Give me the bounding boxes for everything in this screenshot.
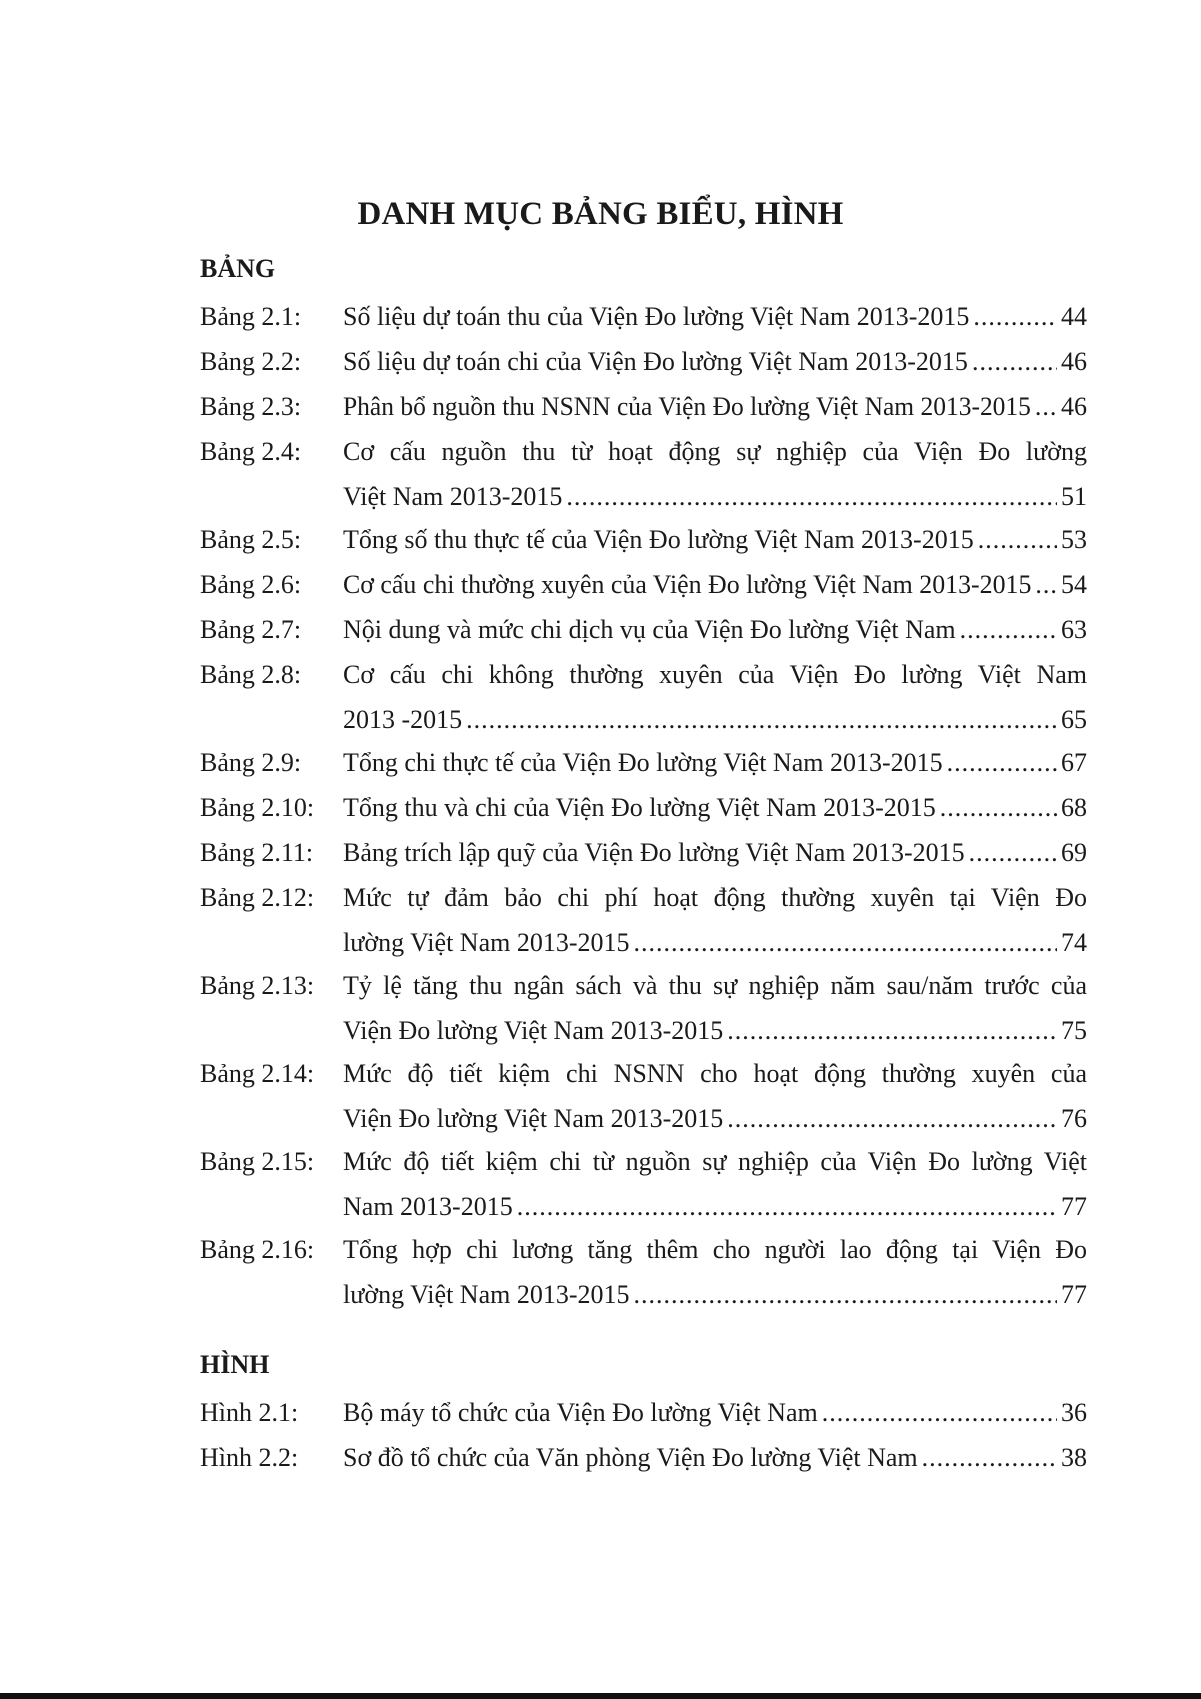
figure-title [343, 1390, 1087, 1435]
table-page-number: 74 [1061, 928, 1087, 957]
dot-leader [922, 1435, 1057, 1480]
table-title-line [343, 294, 1087, 339]
table-title-line [343, 875, 1087, 920]
table-title-text: Số liệu dự toán thu của Viện Đo lường Việt Nam 2013-2015 [343, 302, 970, 331]
table-title-line [343, 1051, 1087, 1096]
dot-leader [973, 294, 1057, 339]
table-title [343, 1227, 1087, 1317]
table-page-number: 65 [1061, 705, 1087, 734]
table-entry [200, 830, 1087, 875]
figure-title-text: Bộ máy tổ chức của Viện Đo lường Việt Nam [343, 1398, 818, 1427]
table-page-number: 69 [1061, 838, 1087, 867]
figure-page-number: 38 [1061, 1443, 1087, 1472]
table-title-text: Số liệu dự toán chi của Viện Đo lường Việt Nam 2013-2015 [343, 347, 968, 376]
dot-leader [1035, 384, 1057, 429]
table-title-text: 2013 -2015 [343, 705, 463, 734]
table-title [343, 517, 1087, 562]
dot-leader [634, 920, 1058, 965]
dot-leader [972, 339, 1057, 384]
table-label: Bảng 2.3: [200, 392, 302, 421]
table-page-number: 53 [1061, 525, 1087, 554]
table-title-text: Việt Nam 2013-2015 [343, 482, 563, 511]
table-label: Bảng 2.7: [200, 615, 302, 644]
table-title [343, 830, 1087, 875]
table-label: Bảng 2.8: [200, 660, 302, 689]
table-title-line [343, 652, 1087, 697]
table-entry [200, 1051, 1087, 1141]
table-label: Bảng 2.16: [200, 1235, 315, 1264]
figure-title [343, 1435, 1087, 1480]
table-title [343, 963, 1087, 1053]
table-title-text: Nội dung và mức chi dịch vụ của Viện Đo lường Việt Nam [343, 615, 956, 644]
table-entry [200, 429, 1087, 519]
figure-title-text: Sơ đồ tổ chức của Văn phòng Viện Đo lường Việt Nam [343, 1443, 918, 1472]
table-title-line [343, 740, 1087, 785]
table-title-line [343, 785, 1087, 830]
dot-leader [947, 740, 1057, 785]
table-title [343, 1051, 1087, 1141]
table-label: Bảng 2.4: [200, 437, 302, 466]
table-label: Bảng 2.5: [200, 525, 302, 554]
table-title-text: Viện Đo lường Việt Nam 2013-2015 [343, 1016, 724, 1045]
table-title [343, 607, 1087, 652]
table-title-text: Bảng trích lập quỹ của Viện Đo lường Việt Nam 2013-2015 [343, 838, 965, 867]
table-page-number: 76 [1061, 1104, 1087, 1133]
table-title [343, 429, 1087, 519]
table-entry [200, 740, 1087, 785]
table-title-line [343, 1139, 1087, 1184]
table-title-text: Tổng chi thực tế của Viện Đo lường Việt Nam 2013-2015 [343, 748, 943, 777]
table-label: Bảng 2.12: [200, 883, 315, 912]
table-title-line [343, 429, 1087, 474]
figure-title-line [343, 1435, 1087, 1480]
table-entry [200, 339, 1087, 384]
table-title-line [343, 384, 1087, 429]
table-label: Bảng 2.15: [200, 1147, 315, 1176]
table-title [343, 562, 1087, 607]
table-title-line [343, 1008, 1087, 1053]
tables-heading: BẢNG [200, 254, 276, 283]
dot-leader [978, 517, 1057, 562]
dot-leader [727, 1008, 1057, 1053]
table-title [343, 652, 1087, 742]
table-title-line [343, 1096, 1087, 1141]
table-entry [200, 875, 1087, 965]
bottom-rule [0, 1693, 1201, 1699]
table-label: Bảng 2.2: [200, 347, 302, 376]
table-label: Bảng 2.10: [200, 793, 315, 822]
table-label: Bảng 2.11: [200, 838, 314, 867]
table-page-number: 77 [1061, 1280, 1087, 1309]
figures-heading: HÌNH [200, 1350, 270, 1379]
table-title-text: Tổng hợp chi lương tăng thêm cho người lao động tại Viện Đo [343, 1235, 1087, 1264]
table-entry [200, 963, 1087, 1053]
dot-leader [940, 785, 1057, 830]
table-title [343, 875, 1087, 965]
dot-leader [517, 1184, 1057, 1229]
table-title-line [343, 963, 1087, 1008]
table-page-number: 77 [1061, 1192, 1087, 1221]
table-title-text: Tỷ lệ tăng thu ngân sách và thu sự nghiệp năm sau/năm trước của [343, 971, 1087, 1000]
table-page-number: 68 [1061, 793, 1087, 822]
table-title-line [343, 474, 1087, 519]
figure-entry [200, 1435, 1087, 1480]
table-title-text: Mức độ tiết kiệm chi NSNN cho hoạt động thường xuyên của [343, 1059, 1087, 1088]
table-page-number: 75 [1061, 1016, 1087, 1045]
table-title-text: Tổng số thu thực tế của Viện Đo lường Việt Nam 2013-2015 [343, 525, 974, 554]
figure-title-line [343, 1390, 1087, 1435]
table-entry [200, 562, 1087, 607]
table-label: Bảng 2.13: [200, 971, 315, 1000]
dot-leader [1035, 562, 1057, 607]
table-title-text: Cơ cấu chi không thường xuyên của Viện Đo lường Việt Nam [343, 660, 1087, 689]
table-title-text: Tổng thu và chi của Viện Đo lường Việt Nam 2013-2015 [343, 793, 936, 822]
table-page-number: 44 [1061, 302, 1087, 331]
dot-leader [969, 830, 1057, 875]
table-title-text: Mức tự đảm bảo chi phí hoạt động thường xuyên tại Viện Đo [343, 883, 1087, 912]
table-entry [200, 607, 1087, 652]
table-title-line [343, 339, 1087, 384]
table-title-text: Viện Đo lường Việt Nam 2013-2015 [343, 1104, 724, 1133]
figure-page-number: 36 [1061, 1398, 1087, 1427]
table-title-line [343, 607, 1087, 652]
table-label: Bảng 2.14: [200, 1059, 315, 1088]
table-page-number: 67 [1061, 748, 1087, 777]
table-entry [200, 652, 1087, 742]
dot-leader [822, 1390, 1057, 1435]
table-title-line [343, 830, 1087, 875]
table-title [343, 740, 1087, 785]
table-page-number: 63 [1061, 615, 1087, 644]
table-title-line [343, 920, 1087, 965]
figure-label: Hình 2.1: [200, 1398, 299, 1427]
table-page-number: 46 [1061, 392, 1087, 421]
table-page-number: 54 [1061, 570, 1087, 599]
table-title [343, 384, 1087, 429]
table-page-number: 46 [1061, 347, 1087, 376]
dot-leader [727, 1096, 1057, 1141]
table-label: Bảng 2.9: [200, 748, 302, 777]
table-label: Bảng 2.6: [200, 570, 302, 599]
page-title: DANH MỤC BẢNG BIỂU, HÌNH [357, 196, 844, 232]
figure-entry [200, 1390, 1087, 1435]
dot-leader [466, 697, 1057, 742]
table-entry [200, 384, 1087, 429]
table-title [343, 294, 1087, 339]
table-title-text: Cơ cấu chi thường xuyên của Viện Đo lường Việt Nam 2013-2015 [343, 570, 1032, 599]
table-title-text: lường Việt Nam 2013-2015 [343, 1280, 630, 1309]
table-title-text: Nam 2013-2015 [343, 1192, 513, 1221]
table-title-line [343, 1227, 1087, 1272]
table-entry [200, 785, 1087, 830]
table-title [343, 1139, 1087, 1229]
table-title-line [343, 517, 1087, 562]
dot-leader [634, 1272, 1058, 1317]
table-label: Bảng 2.1: [200, 302, 302, 331]
table-title [343, 785, 1087, 830]
table-title-line [343, 1184, 1087, 1229]
table-entry [200, 294, 1087, 339]
table-title-line [343, 1272, 1087, 1317]
table-title [343, 339, 1087, 384]
table-title-text: Mức độ tiết kiệm chi từ nguồn sự nghiệp của Viện Đo lường Việt [343, 1147, 1087, 1176]
table-title-line [343, 697, 1087, 742]
table-page-number: 51 [1061, 482, 1087, 511]
table-title-line [343, 562, 1087, 607]
dot-leader [566, 474, 1057, 519]
table-entry [200, 1139, 1087, 1229]
table-entry [200, 1227, 1087, 1317]
table-title-text: Cơ cấu nguồn thu từ hoạt động sự nghiệp của Viện Đo lường [343, 437, 1087, 466]
figure-label: Hình 2.2: [200, 1443, 299, 1472]
table-entry [200, 517, 1087, 562]
table-title-text: lường Việt Nam 2013-2015 [343, 928, 630, 957]
dot-leader [960, 607, 1057, 652]
table-title-text: Phân bổ nguồn thu NSNN của Viện Đo lường Việt Nam 2013-2015 [343, 392, 1031, 421]
